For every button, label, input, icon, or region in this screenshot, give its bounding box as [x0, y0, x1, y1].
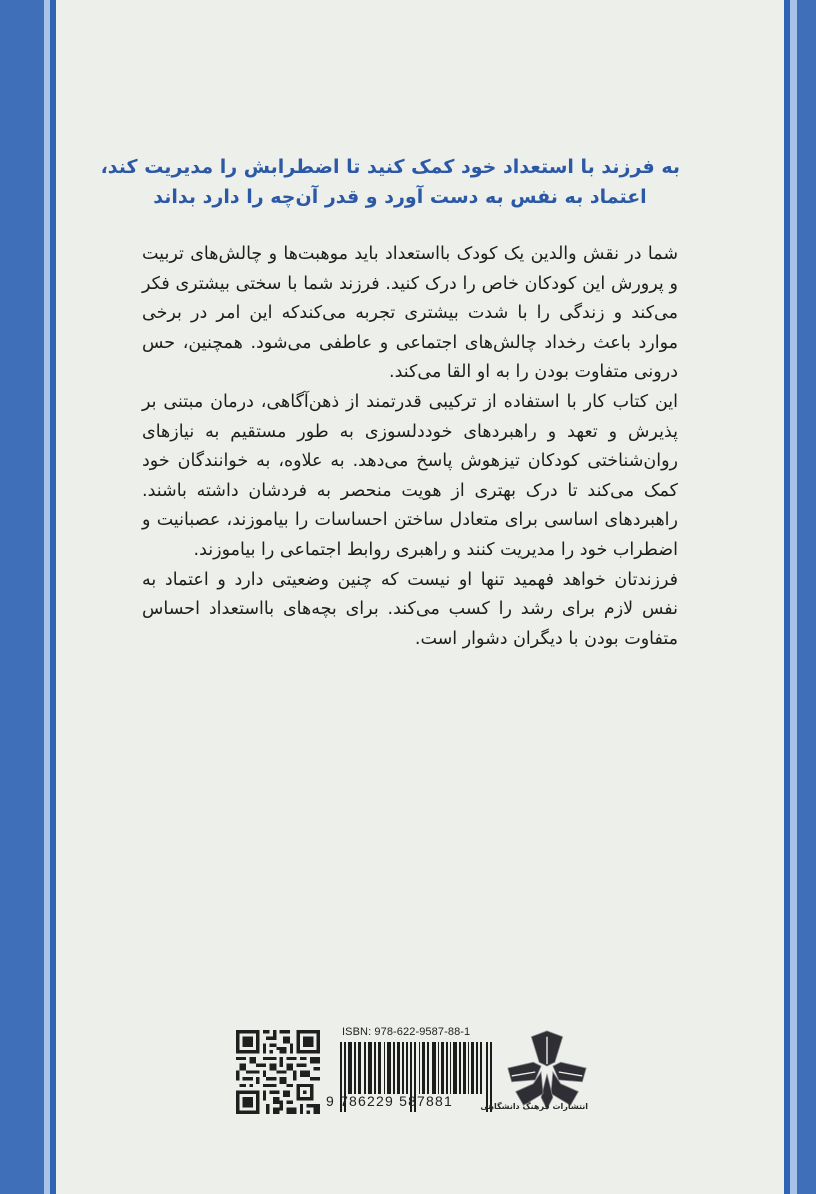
left-blue-band — [0, 0, 44, 1194]
tagline-line-1: به فرزند با استعداد خود کمک کنید تا اضطرابش را مدیریت کند، — [100, 156, 680, 178]
barcode-digits: 9 786229 587881 — [326, 1093, 453, 1109]
blurb-paragraph-1: شما در نقش والدین یک کودک بااستعداد باید موهبت‌ها و چالش‌های تربیت و پرورش این کودکان خاص را درک کنید. فرزند شما با سختی بیشتری فکر می‌کند و زندگی را با شدت بیشتری تجربه می‌کندکه این امر در برخی موارد باعث رخداد چالش‌های اجتماعی و عاطفی می‌شود. همچنین، حس درونی متفاوت بودن را به او القا می‌کند. — [142, 244, 678, 383]
right-blue-band — [797, 0, 816, 1194]
cover-footer — [232, 1022, 612, 1122]
publisher-name: انتشارات فرهنگ دانشگاهی — [480, 1102, 588, 1111]
blurb-paragraph-2: این کتاب کار با استفاده از ترکیبی قدرتمند از ذهن‌آگاهی، درمان مبتنی بر پذیرش و تعهد و راهبردهای خوددلسوزی به طور مستقیم به نیازهای روان‌شناختی کودکان تیزهوش پاسخ می‌دهد. به علاوه، به خوانندگان خود کمک می‌کند تا درک بهتری از هویت منحصر به فردشان داشته باشند. راهبردهای اساسی برای متعادل ساختن احساسات را بیاموزند، عصبانیت و اضطراب خود را مدیریت کنند و راهبری روابط اجتماعی را بیاموزند. — [142, 391, 678, 560]
blurb — [142, 240, 678, 654]
isbn-barcode — [326, 1026, 500, 1118]
isbn-label: ISBN: 978-622-9587-88-1 — [342, 1026, 471, 1038]
right-light-stripe — [790, 0, 797, 1194]
tagline — [100, 152, 680, 212]
qr-code-icon — [236, 1030, 320, 1114]
tagline-line-2: اعتماد به نفس به دست آورد و قدر آن‌چه را دارد بداند — [153, 186, 647, 208]
blurb-paragraph-3: فرزندتان خواهد فهمید تنها او نیست که چنین وضعیتی دارد و اعتماد به نفس لازم برای رشد را کسب می‌کند. برای بچه‌های بااستعداد احساس متفاوت بودن با دیگران دشوار است. — [142, 569, 678, 649]
